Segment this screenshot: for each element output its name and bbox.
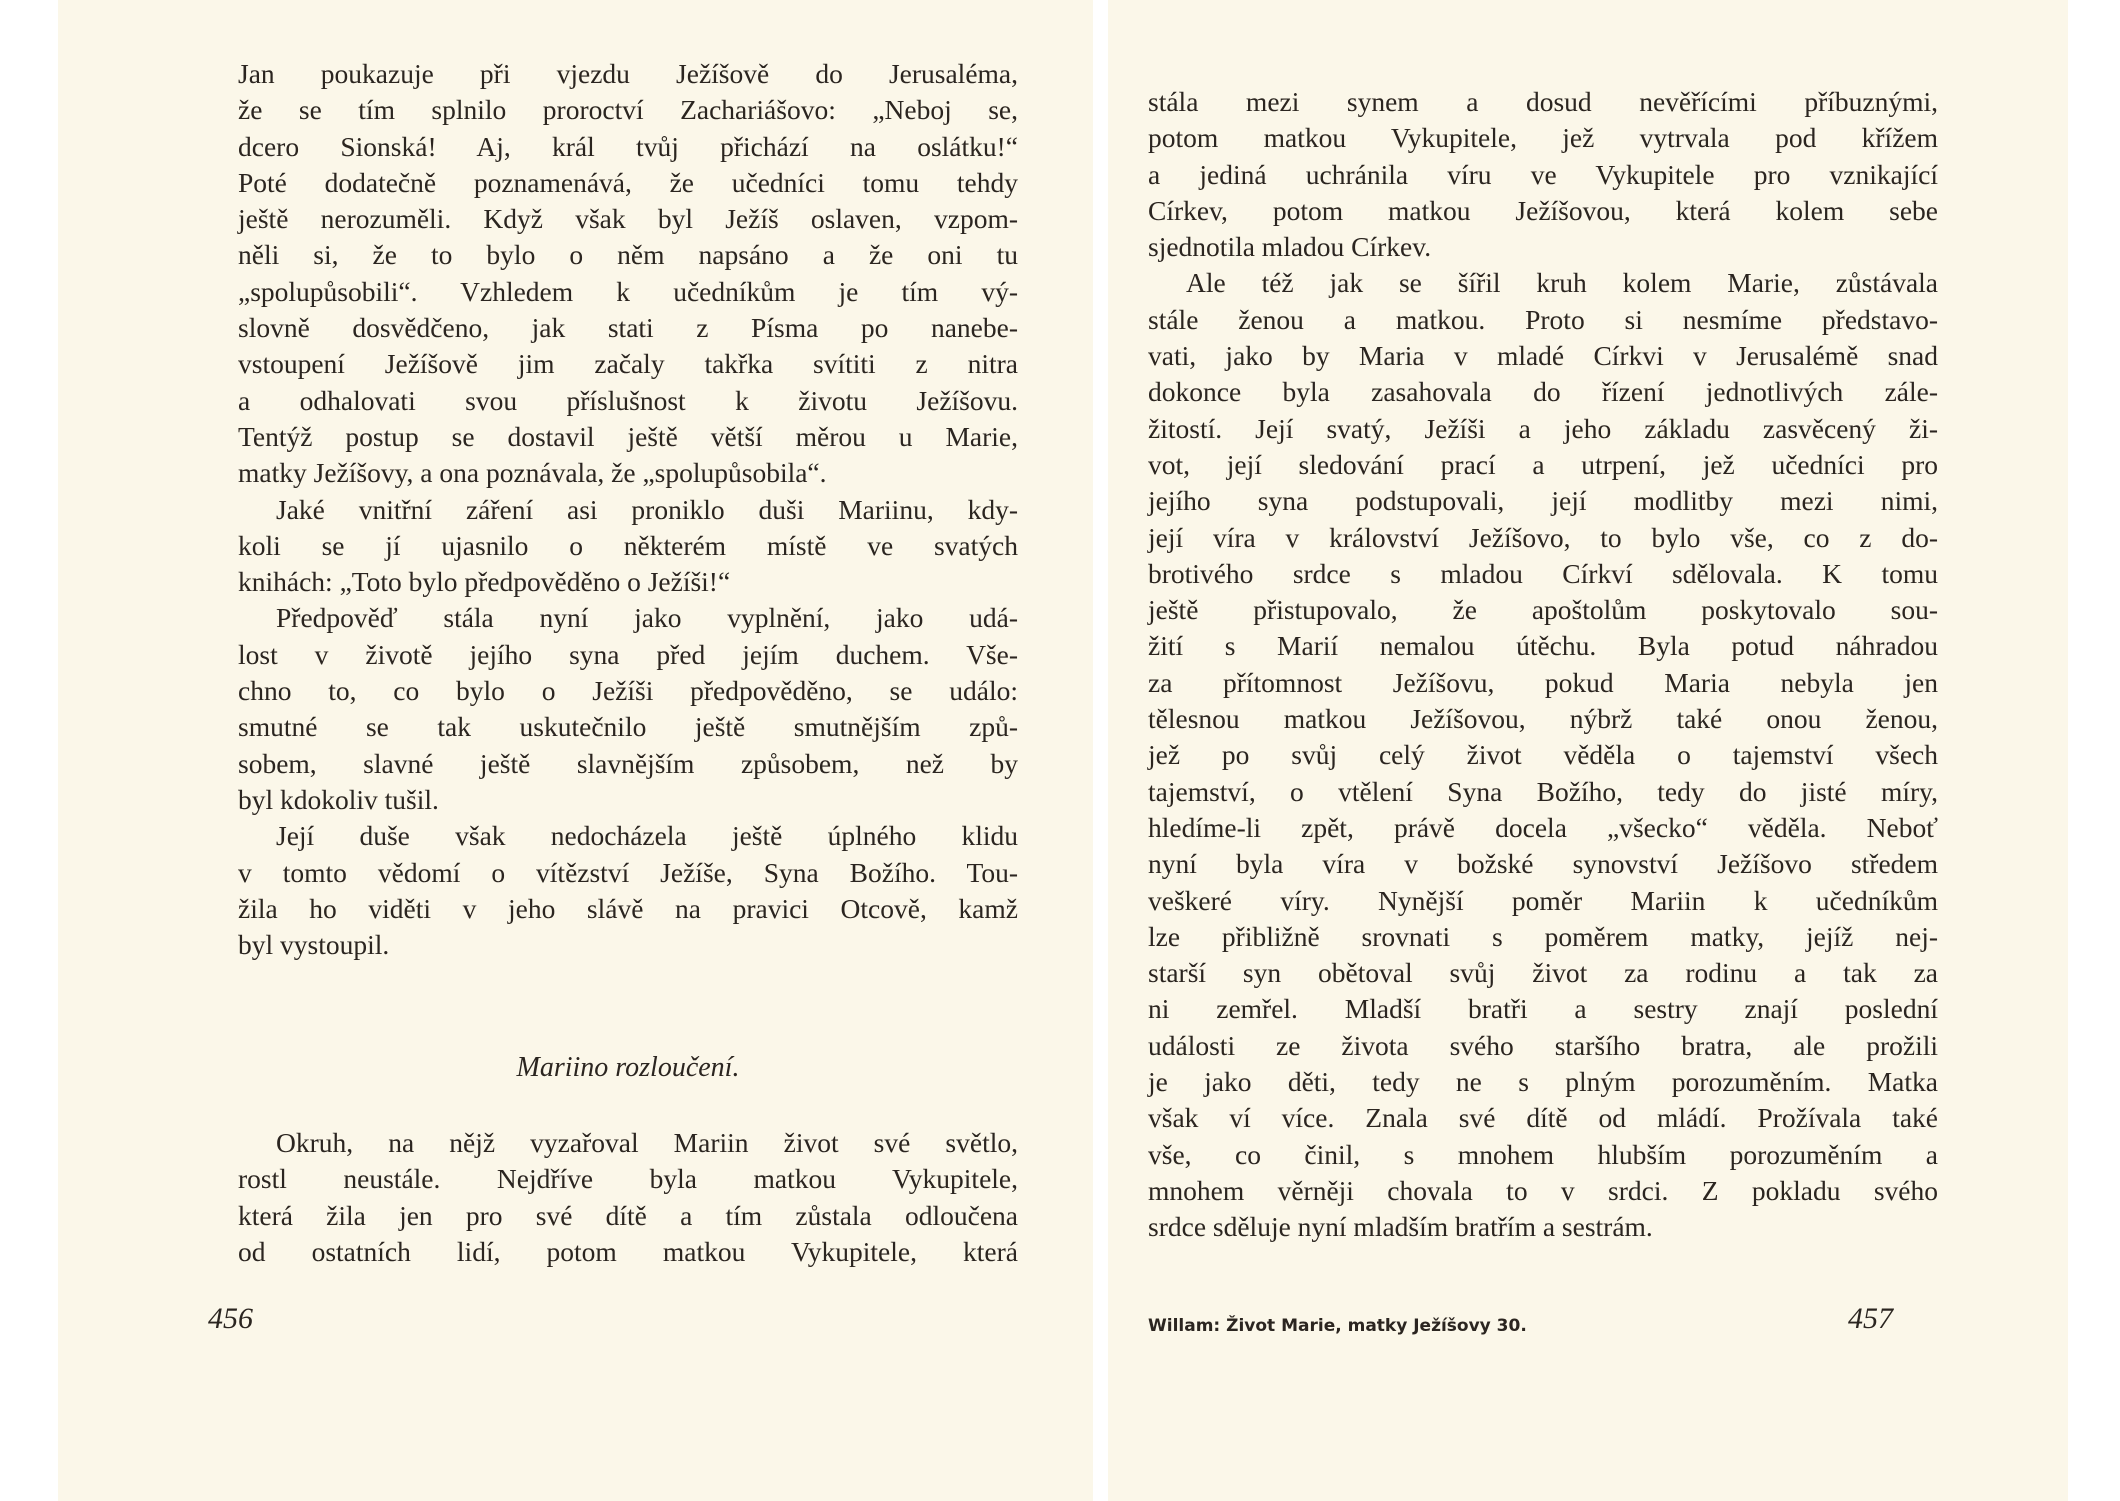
- text-line: tělesnou matkou Ježíšovou, nýbrž také onou ženou,: [1148, 703, 1938, 735]
- text-line: Ale též jak se šířil kruh kolem Marie, zůstávala: [1186, 267, 1938, 299]
- text-line: Jan poukazuje při vjezdu Ježíšově do Jerusaléma,: [238, 58, 1018, 89]
- text-line: ještě nerozuměli. Když však byl Ježíš oslaven, vzpom-: [238, 203, 1018, 235]
- text-line: matky Ježíšovy, a ona poznávala, že „spolupůsobila“.: [238, 457, 827, 489]
- text-line: lost v životě jejího syna před jejím duchem. Vše-: [238, 638, 1018, 670]
- text-line: však ví více. Znala své dítě od mládí. Prožívala také: [1148, 1102, 1938, 1134]
- text-line: byl vystoupil.: [238, 929, 390, 961]
- text-line: srdce sděluje nyní mladším bratřím a sestrám.: [1148, 1211, 1653, 1243]
- text-line: žitostí. Její svatý, Ježíši a jeho základu zasvěcený ži-: [1148, 412, 1938, 444]
- text-line: ještě přistupovalo, že apoštolům poskytovalo sou-: [1148, 594, 1938, 626]
- text-line: vše, co činil, s mnohem hlubším porozuměním a: [1148, 1138, 1938, 1170]
- text-line: chno to, co bylo o Ježíši předpověděno, se událo:: [238, 675, 1018, 707]
- text-line: ni zemřel. Mladší bratři a sestry znají poslední: [1148, 993, 1938, 1025]
- text-line: starší syn obětoval svůj život za rodinu a tak za: [1148, 957, 1938, 989]
- text-line: stála mezi synem a dosud nevěřícími příbuznými,: [1148, 86, 1938, 117]
- page-number-right: 457: [1848, 1302, 1893, 1335]
- text-line: je jako děti, tedy ne s plným porozuměním. Matka: [1148, 1066, 1938, 1098]
- left-page: [58, 0, 1093, 1501]
- text-line: za přítomnost Ježíšovu, pokud Maria nebyla jen: [1148, 666, 1938, 698]
- text-line: Jaké vnitřní záření asi proniklo duši Mariinu, kdy-: [276, 493, 1018, 525]
- right-text: [1148, 84, 1938, 1246]
- text-line: dokonce byla zasahovala do řízení jednotlivých zále-: [1148, 376, 1938, 408]
- text-line: potom matkou Vykupitele, jež vytrvala pod křížem: [1148, 122, 1938, 154]
- text-line: mnohem věrněji chovala to v srdci. Z pokladu svého: [1148, 1174, 1938, 1206]
- text-line: „spolupůsobili“. Vzhledem k učedníkům je tím vý-: [238, 275, 1018, 307]
- text-line: že se tím splnilo proroctví Zachariášovo: „Neboj se,: [238, 94, 1018, 126]
- section-heading: Mariino rozloučení.: [516, 1052, 740, 1083]
- text-line: žila ho viděti v jeho slávě na pravici Otcově, kamž: [238, 892, 1018, 924]
- text-line: sobem, slavné ještě slavnějším způsobem, než by: [238, 747, 1018, 779]
- text-line: rostl neustále. Nejdříve byla matkou Vykupitele,: [238, 1163, 1018, 1195]
- footer-signature: Willam: Život Marie, matky Ježíšovy 30.: [1148, 1316, 1527, 1336]
- text-line: která žila jen pro své dítě a tím zůstala odloučena: [238, 1199, 1018, 1231]
- text-line: Poté dodatečně poznamenává, že učedníci tomu tehdy: [238, 166, 1018, 198]
- text-line: Okruh, na nějž vyzařoval Mariin život své světlo,: [276, 1127, 1018, 1158]
- text-line: a jediná uchránila víru ve Vykupitele pro vznikající: [1148, 158, 1938, 190]
- text-line: jež po svůj celý život věděla o tajemství všech: [1148, 739, 1938, 771]
- text-line: lze přibližně srovnati s poměrem matky, jejíž nej-: [1148, 920, 1938, 952]
- left-text-lower: [238, 1125, 1018, 1270]
- text-line: události ze života svého staršího bratra, ale prožili: [1148, 1029, 1938, 1061]
- text-line: něli si, že to bylo o něm napsáno a že oni tu: [238, 239, 1018, 271]
- text-line: vstoupení Ježíšově jim začaly takřka svítiti z nitra: [238, 348, 1018, 380]
- page-number-left: 456: [208, 1302, 253, 1335]
- text-line: Církev, potom matkou Ježíšovou, která kolem sebe: [1148, 194, 1938, 226]
- text-line: smutné se tak uskutečnilo ještě smutnějším způ-: [238, 711, 1018, 743]
- text-line: slovně dosvědčeno, jak stati z Písma po nanebe-: [238, 312, 1018, 344]
- text-line: veškeré víry. Nynější poměr Mariin k učedníkům: [1148, 884, 1938, 916]
- text-line: stále ženou a matkou. Proto si nesmíme představo-: [1148, 303, 1938, 335]
- left-text-upper: [238, 56, 1018, 963]
- text-line: knihách: „Toto bylo předpověděno o Ježíši!“: [238, 566, 731, 598]
- text-line: brotivého srdce s mladou Církví sdělovala. K tomu: [1148, 557, 1938, 589]
- text-line: tajemství, o vtělení Syna Božího, tedy do jisté míry,: [1148, 775, 1938, 807]
- text-line: její víra v království Ježíšovo, to bylo vše, co z do-: [1148, 521, 1938, 553]
- text-line: vati, jako by Maria v mladé Církvi v Jerusalémě snad: [1148, 340, 1938, 372]
- text-line: od ostatních lidí, potom matkou Vykupitele, která: [238, 1235, 1018, 1267]
- text-line: a odhalovati svou příslušnost k životu Ježíšovu.: [238, 384, 1018, 416]
- text-line: dcero Sionská! Aj, král tvůj přichází na oslátku!“: [238, 130, 1018, 162]
- text-line: Tentýž postup se dostavil ještě větší měrou u Marie,: [238, 420, 1018, 452]
- text-line: nyní byla víra v božské synovství Ježíšovo středem: [1148, 848, 1938, 880]
- text-line: jejího syna podstupovali, její modlitby mezi nimi,: [1148, 485, 1938, 517]
- right-page: [1108, 0, 2068, 1501]
- text-line: vot, její sledování prací a utrpení, jež učedníci pro: [1148, 448, 1938, 480]
- text-line: v tomto vědomí o vítězství Ježíše, Syna Božího. Tou-: [238, 856, 1018, 888]
- text-line: Její duše však nedocházela ještě úplného klidu: [276, 820, 1018, 852]
- text-line: Předpověď stála nyní jako vyplnění, jako udá-: [276, 602, 1018, 634]
- text-line: žití s Marií nemalou útěchu. Byla potud náhradou: [1148, 630, 1938, 662]
- text-line: koli se jí ujasnilo o některém místě ve svatých: [238, 529, 1018, 561]
- text-line: hledíme-li zpět, právě docela „všecko“ věděla. Neboť: [1148, 811, 1938, 843]
- text-line: byl kdokoliv tušil.: [238, 783, 439, 815]
- text-line: sjednotila mladou Církev.: [1148, 231, 1432, 263]
